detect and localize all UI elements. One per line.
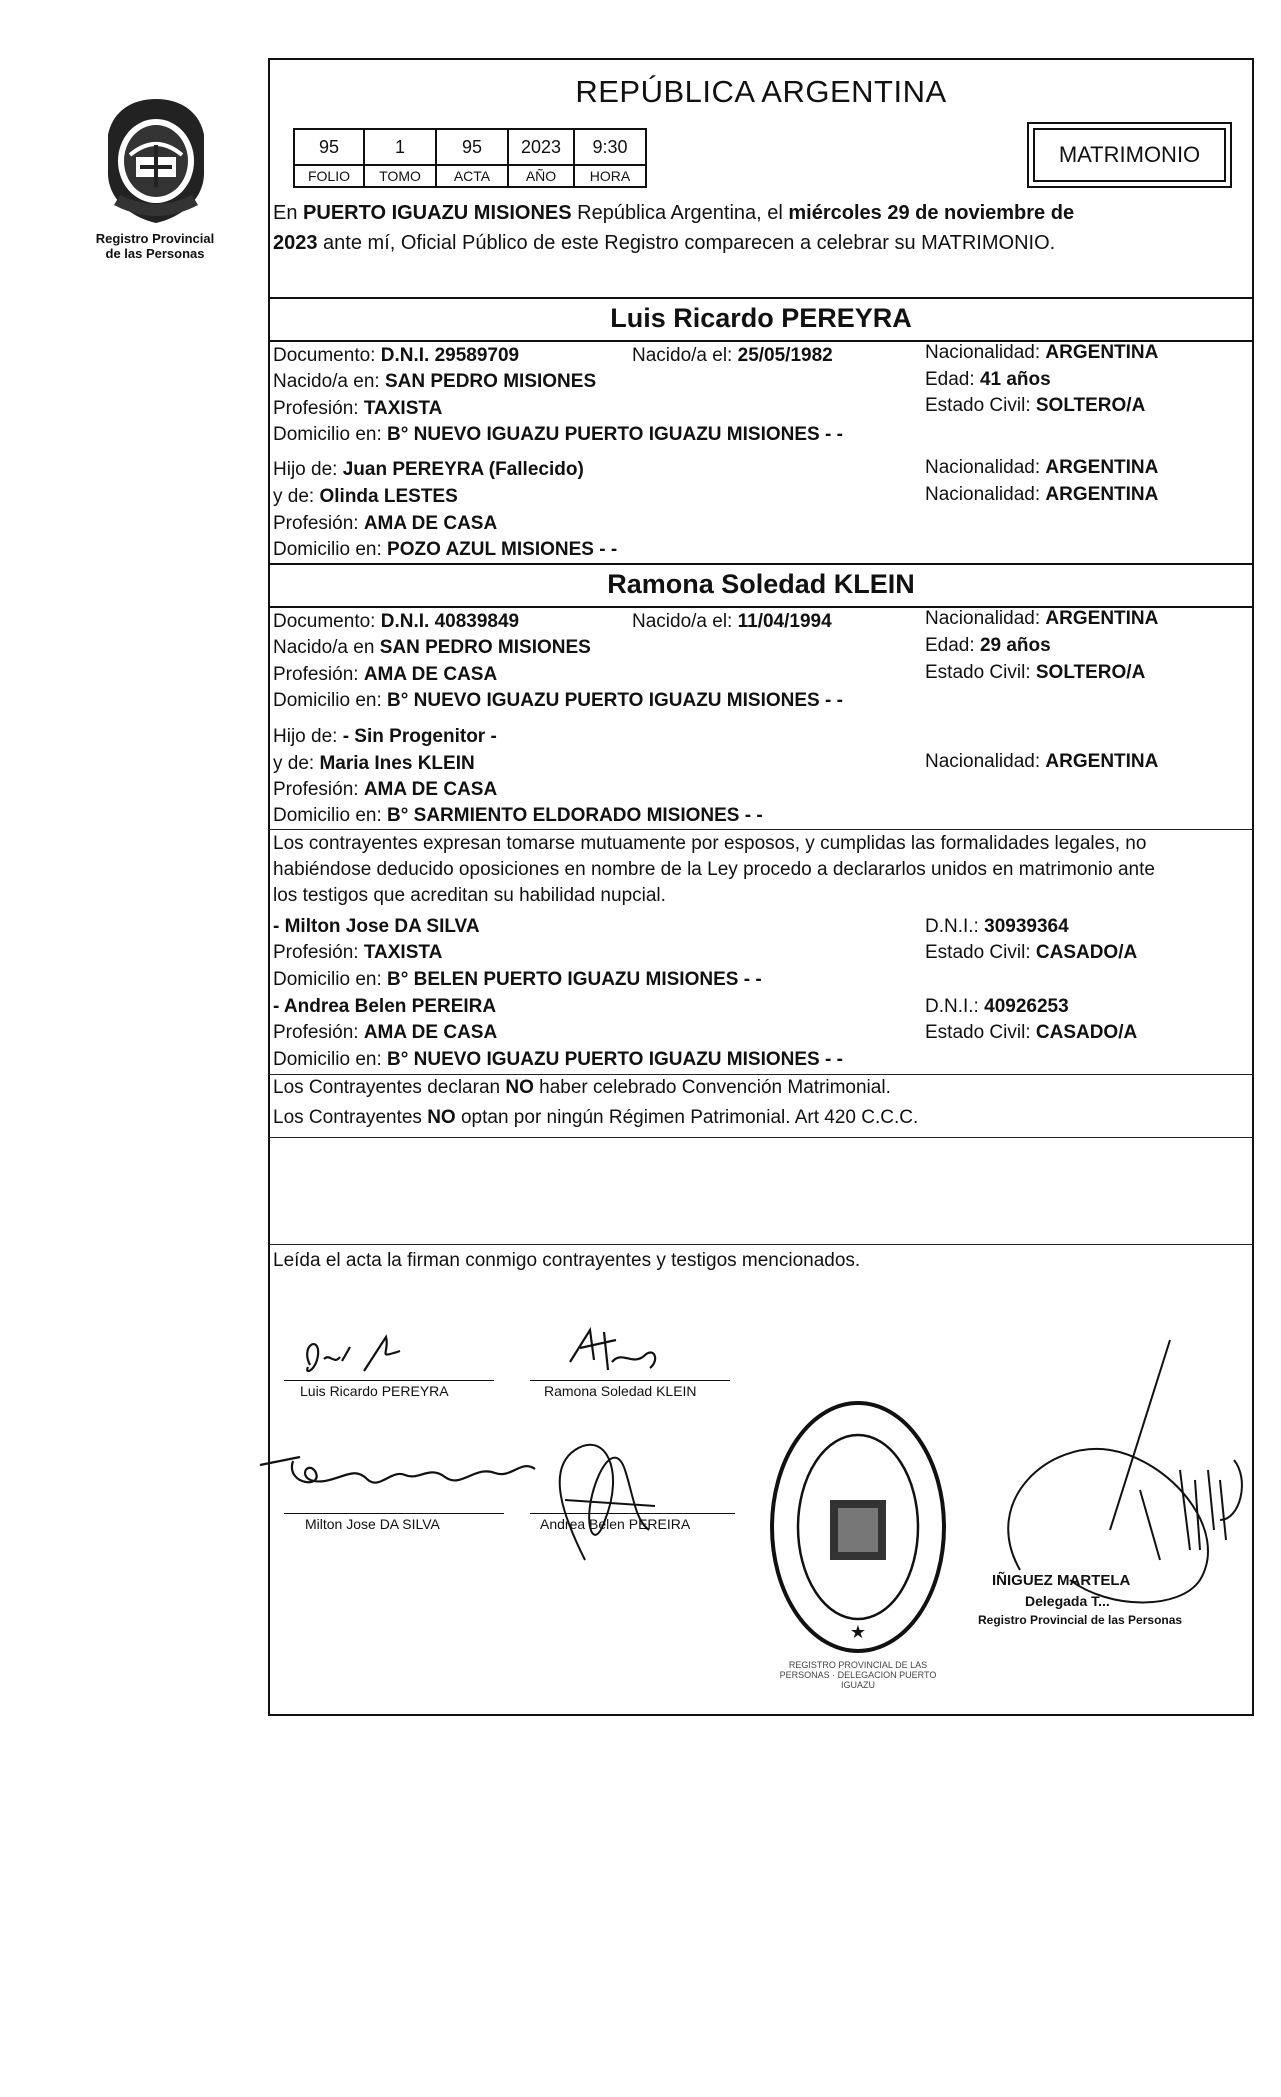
- label: Domicilio en:: [273, 805, 388, 826]
- value: CASADO/A: [1035, 1022, 1138, 1043]
- value: AMA DE CASA: [363, 513, 498, 534]
- witness2-dni: [925, 996, 1069, 1018]
- value: - Sin Progenitor -: [342, 726, 497, 747]
- value: AMA DE CASA: [363, 664, 498, 685]
- official-org: Registro Provincial de las Personas: [978, 1613, 1183, 1627]
- spouse1-mother-nat: [925, 484, 1158, 506]
- label: Domicilio en:: [273, 1049, 388, 1070]
- signature-luis: [290, 1325, 420, 1386]
- label: Profesión:: [273, 1022, 364, 1043]
- value: B° BELEN PUERTO IGUAZU MISIONES - -: [387, 969, 762, 990]
- svg-text:★: ★: [849, 1622, 867, 1642]
- value: B° NUEVO IGUAZU PUERTO IGUAZU MISIONES - -: [387, 690, 843, 711]
- spouse1-age: [925, 369, 1051, 391]
- divider: [268, 297, 1254, 299]
- signature-line: [530, 1380, 730, 1381]
- value: ARGENTINA: [1045, 457, 1159, 478]
- intro-text: ante mí, Oficial Público de este Registro comparecen a celebrar su MATRIMONIO.: [317, 232, 1056, 254]
- anio-value: 2023: [508, 129, 574, 165]
- value: TAXISTA: [363, 942, 443, 963]
- spouse2-place: [273, 637, 591, 659]
- acta-label: ACTA: [436, 165, 508, 187]
- text: optan por ningún Régimen Patrimonial. Art 420 C.C.C.: [455, 1107, 919, 1128]
- value: 29 años: [979, 635, 1051, 656]
- label: Domicilio en:: [273, 690, 388, 711]
- label: Profesión:: [273, 513, 364, 534]
- spouse2-father: [273, 726, 497, 748]
- spouse1-prof: [273, 398, 442, 420]
- spouse2-civil: [925, 662, 1145, 684]
- closing-statement: Leída el acta la firman conmigo contrayentes y testigos mencionados.: [273, 1250, 861, 1271]
- value: 25/05/1982: [737, 345, 833, 366]
- spouse2-mother-nat: [925, 751, 1158, 773]
- value: B° NUEVO IGUAZU PUERTO IGUAZU MISIONES - -: [387, 424, 843, 445]
- anio-label: AÑO: [508, 165, 574, 187]
- value: SAN PEDRO MISIONES: [379, 637, 591, 658]
- registry-label-line2: de las Personas: [105, 245, 205, 261]
- label: D.N.I.:: [925, 996, 985, 1017]
- text: Los Contrayentes: [273, 1107, 428, 1128]
- spouse1-mother-dom: [273, 539, 617, 561]
- label: Nacionalidad:: [925, 457, 1046, 478]
- label: Nacido/a el:: [632, 345, 738, 366]
- hora-label: HORA: [574, 165, 646, 187]
- value: D.N.I. 29589709: [380, 345, 520, 366]
- label: Profesión:: [273, 942, 364, 963]
- hora-value: 9:30: [574, 129, 646, 165]
- value: POZO AZUL MISIONES - -: [387, 539, 618, 560]
- label: Hijo de:: [273, 726, 343, 747]
- label: Edad:: [925, 635, 980, 656]
- shield-emblem-icon: [100, 95, 212, 227]
- tomo-label: TOMO: [364, 165, 436, 187]
- label: Nacido/a en:: [273, 371, 385, 392]
- intro-text: En: [273, 202, 304, 224]
- witness1-prof: [273, 942, 442, 964]
- value: 11/04/1994: [737, 611, 832, 632]
- spouse1-name: Luis Ricardo PEREYRA: [610, 303, 912, 333]
- spouse1-born: [632, 345, 833, 367]
- value: Maria Ines KLEIN: [319, 753, 475, 774]
- text: Los Contrayentes declaran: [273, 1077, 506, 1098]
- spouse1-father-nat: [925, 457, 1158, 479]
- value: B° SARMIENTO ELDORADO MISIONES - -: [387, 805, 763, 826]
- divider: [268, 1244, 1254, 1245]
- spouse1-doc: [273, 345, 519, 367]
- value: SOLTERO/A: [1035, 662, 1146, 683]
- label: Domicilio en:: [273, 969, 388, 990]
- value: ARGENTINA: [1045, 608, 1159, 629]
- intro-line-2: [273, 232, 1055, 255]
- witness2-dom: [273, 1049, 843, 1071]
- label: Domicilio en:: [273, 424, 388, 445]
- note-2: [273, 1107, 918, 1129]
- value: B° NUEVO IGUAZU PUERTO IGUAZU MISIONES - -: [387, 1049, 843, 1070]
- label: Nacionalidad:: [925, 342, 1046, 363]
- witness1-name: - Milton Jose DA SILVA: [273, 916, 480, 937]
- note-1: [273, 1077, 891, 1099]
- signature-label-3: Milton Jose DA SILVA: [305, 1516, 440, 1532]
- value: Juan PEREYRA (Fallecido): [342, 459, 584, 480]
- value: AMA DE CASA: [363, 1022, 498, 1043]
- spouse2-nat: [925, 608, 1158, 630]
- label: Nacionalidad:: [925, 608, 1046, 629]
- label: y de:: [273, 753, 320, 774]
- label: Estado Civil:: [925, 942, 1036, 963]
- witness1-civil: [925, 942, 1137, 964]
- record-type-box: [1027, 122, 1232, 188]
- signature-label-1: Luis Ricardo PEREYRA: [300, 1383, 449, 1399]
- spouse1-civil: [925, 395, 1145, 417]
- value: ARGENTINA: [1045, 751, 1159, 772]
- label: Estado Civil:: [925, 395, 1036, 416]
- witness2-civil: [925, 1022, 1137, 1044]
- text-bold: NO: [427, 1107, 456, 1128]
- text-bold: NO: [505, 1077, 534, 1098]
- intro-line-1: [273, 202, 1074, 225]
- signature-andrea: [525, 1410, 675, 1585]
- label: y de:: [273, 486, 320, 507]
- spouse2-name: Ramona Soledad KLEIN: [607, 569, 915, 599]
- declaration-line-3: los testigos que acreditan su habilidad nupcial.: [273, 885, 666, 906]
- official-name: IÑIGUEZ MARTELA: [992, 1572, 1131, 1589]
- registry-label-line1: Registro Provincial: [95, 231, 215, 246]
- value: D.N.I. 40839849: [380, 611, 520, 632]
- value: 30939364: [984, 916, 1069, 937]
- official-seal: [768, 1400, 948, 1655]
- label: D.N.I.:: [925, 916, 985, 937]
- official-signature: [990, 1330, 1260, 1635]
- spouse1-mother: [273, 486, 458, 508]
- signature-milton: [255, 1445, 555, 1510]
- label: Profesión:: [273, 398, 364, 419]
- intro-year: 2023: [273, 232, 318, 254]
- text: haber celebrado Convención Matrimonial.: [533, 1077, 891, 1098]
- intro-date: miércoles 29 de noviembre de: [788, 202, 1075, 224]
- seal-text: REGISTRO PROVINCIAL DE LAS PERSONAS · DELEGACION PUERTO IGUAZU: [779, 1660, 937, 1690]
- official-role: Delegada T...: [1025, 1593, 1110, 1609]
- value: 41 años: [979, 369, 1051, 390]
- spouse1-nat: [925, 342, 1158, 364]
- record-type: MATRIMONIO: [1033, 128, 1226, 182]
- spouse2-doc: [273, 611, 519, 633]
- value: TAXISTA: [363, 398, 443, 419]
- label: Estado Civil:: [925, 662, 1036, 683]
- document-title: REPÚBLICA ARGENTINA: [575, 74, 947, 109]
- label: Nacionalidad:: [925, 751, 1046, 772]
- spouse2-born: [632, 611, 832, 633]
- seal-icon: [768, 1400, 948, 1655]
- folio-label: FOLIO: [294, 165, 364, 187]
- label: Nacido/a el:: [632, 611, 738, 632]
- divider: [268, 563, 1254, 565]
- label: Estado Civil:: [925, 1022, 1036, 1043]
- divider: [268, 829, 1254, 830]
- signature-line: [284, 1513, 504, 1514]
- witness2-prof: [273, 1022, 497, 1044]
- spouse2-dom: [273, 690, 843, 712]
- record-table: [293, 128, 647, 188]
- label: Nacido/a en: [273, 637, 380, 658]
- label: Hijo de:: [273, 459, 343, 480]
- registry-label: [70, 232, 240, 262]
- signature-label-4: Andrea Belen PEREIRA: [540, 1516, 691, 1532]
- spouse1-mother-prof: [273, 513, 497, 535]
- spouse2-prof: [273, 664, 497, 686]
- tomo-value: 1: [364, 129, 436, 165]
- registry-logo: [100, 95, 212, 227]
- intro-place: PUERTO IGUAZU MISIONES: [303, 202, 572, 224]
- divider: [268, 1137, 1254, 1138]
- spouse1-father: [273, 459, 584, 481]
- value: CASADO/A: [1035, 942, 1138, 963]
- spouse2-mother-prof: [273, 779, 497, 801]
- value: ARGENTINA: [1045, 484, 1159, 505]
- label: Documento:: [273, 345, 381, 366]
- label: Edad:: [925, 369, 980, 390]
- witness1-dni: [925, 916, 1069, 938]
- value: Olinda LESTES: [319, 486, 458, 507]
- value: SAN PEDRO MISIONES: [384, 371, 597, 392]
- signature-label-2: Ramona Soledad KLEIN: [544, 1383, 697, 1399]
- signature-line: [284, 1380, 494, 1381]
- value: 40926253: [984, 996, 1069, 1017]
- acta-value: 95: [436, 129, 508, 165]
- witness1-dom: [273, 969, 762, 991]
- spouse1-place: [273, 371, 596, 393]
- label: Nacionalidad:: [925, 484, 1046, 505]
- value: AMA DE CASA: [363, 779, 498, 800]
- label: Documento:: [273, 611, 381, 632]
- value: SOLTERO/A: [1035, 395, 1146, 416]
- divider: [268, 1074, 1254, 1075]
- label: Profesión:: [273, 779, 364, 800]
- value: ARGENTINA: [1045, 342, 1159, 363]
- spouse2-age: [925, 635, 1051, 657]
- signature-ramona: [560, 1320, 680, 1385]
- witness2-name: - Andrea Belen PEREIRA: [273, 996, 497, 1017]
- spouse2-mother-dom: [273, 805, 763, 827]
- signature-line: [530, 1513, 735, 1514]
- intro-text: República Argentina, el: [571, 202, 789, 224]
- label: Domicilio en:: [273, 539, 388, 560]
- declaration-line-2: habiéndose deducido oposiciones en nombre de la Ley procedo a declararlos unidos en matrimonio ante: [273, 859, 1155, 880]
- spouse2-mother: [273, 753, 475, 775]
- declaration-line-1: Los contrayentes expresan tomarse mutuamente por esposos, y cumplidas las formalidades legales, no: [273, 833, 1147, 854]
- folio-value: 95: [294, 129, 364, 165]
- spouse1-dom: [273, 424, 843, 446]
- label: Profesión:: [273, 664, 364, 685]
